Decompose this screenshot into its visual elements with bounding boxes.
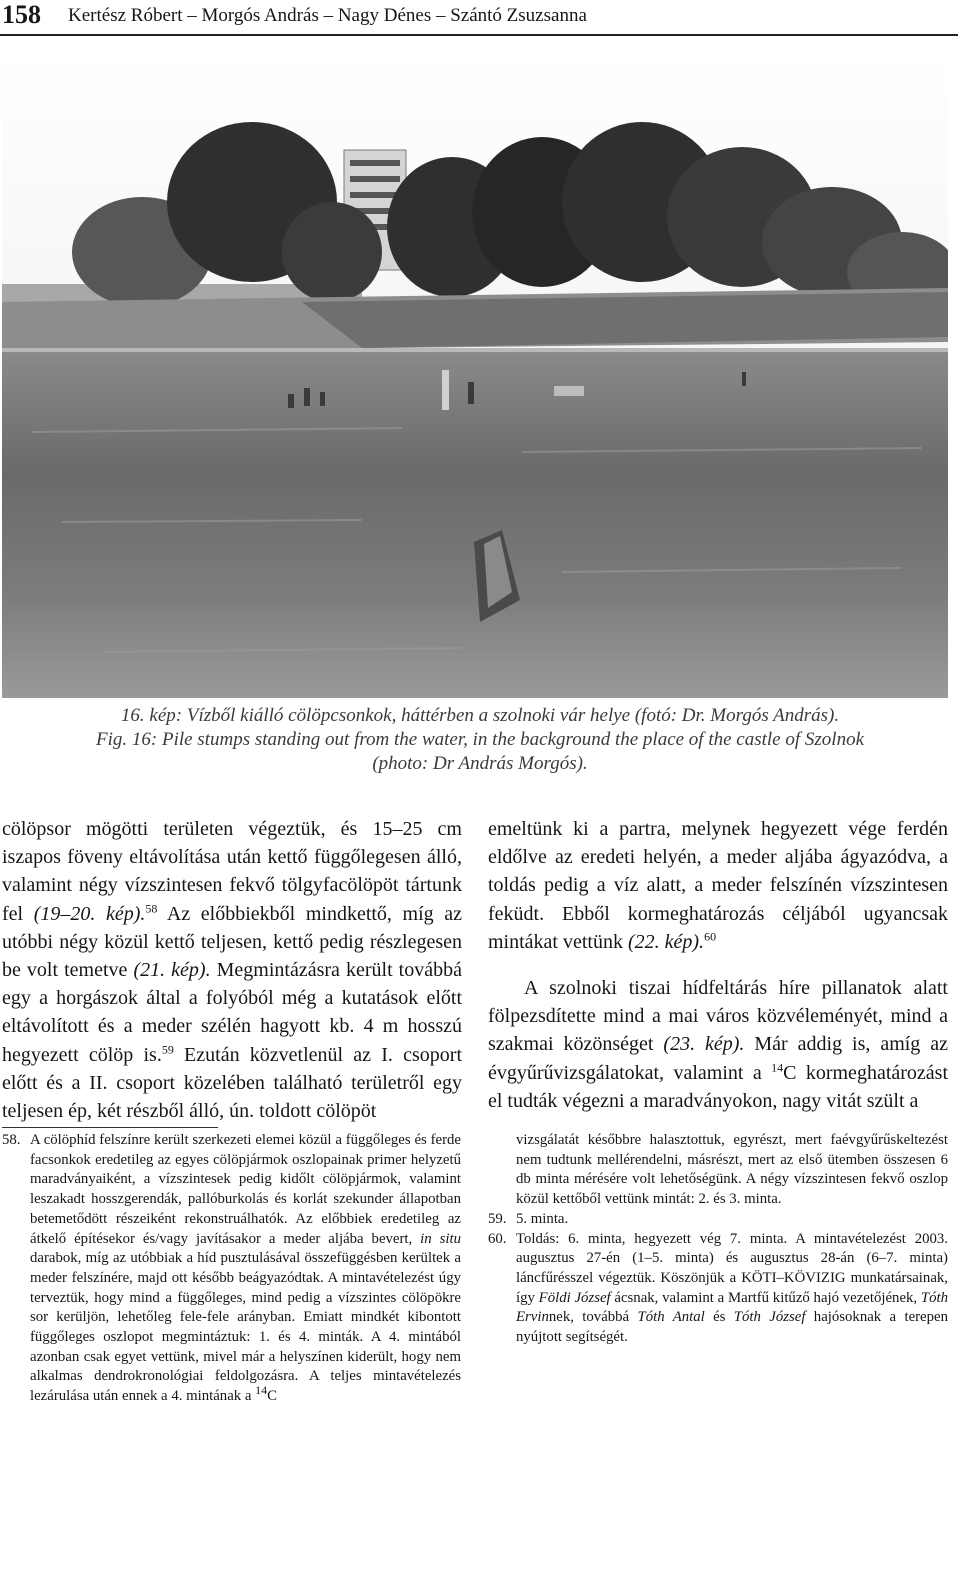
footnote-ref-58[interactable]: 58 [145, 900, 158, 915]
figure-reference: (19–20. kép). [33, 902, 146, 925]
footnote-ref-59[interactable]: 59 [161, 1041, 174, 1056]
body-column-right [488, 815, 948, 1115]
river-photo-image [2, 52, 948, 698]
river-photo [2, 52, 948, 698]
footnote-ref-60[interactable]: 60 [704, 929, 717, 944]
footnote-59: 59. 5. minta. [488, 1210, 948, 1230]
paragraph: emeltünk ki a partra, melynek hegyezett vége ferdén eldőlve az eredeti helyén, a meder aljába ágyazódva, a toldás pedig a víz alatt, a meder felszínén vízszintesen feküdt. Ebből kormeghatározás céljából ugyancsak mintákat vettünk (22. kép).$^{60}$ [488, 818, 948, 953]
caption-english: Fig. 16: Pile stumps standing out from the water, in the background the place of the castle of Szolnok [96, 729, 864, 750]
page-number: 158 [2, 0, 41, 29]
footnote-58-continued: vizsgálatát későbbre halasztottuk, egyrészt, mert faévgyűrűskeltezést nem tudtunk mellérendelni, másrészt, mert az első ütemben összesen 6 db minta mérésére volt lehetőségünk. A négy vízszintesen fekvő oszlop közül kettőből vettünk mintát: 2. és 3. minta. [516, 1132, 948, 1208]
caption-credit: (photo: Dr András Morgós). [372, 753, 588, 774]
footnote-58: 58. A cölöphíd felszínre került szerkezeti elemei közül a függőleges és ferde facsonkok eredetileg az egyes cölöpjármok oszlopainak primer helyzetű maradványaiként, a vízszintesek pedig kidőlt cölöpjármok, valamint leszakadt hosszgerendák, pallóburkolás és korlát szekunder állapotban betemetődött részeiként rekonstruálhatók. Az előbbiek eredetileg az átkelő építésekor és/vagy javításakor a meder aljába bevert, in situ darabok, míg az utóbbiak a híd pusztulásával összefüggésben kerültek a meder felszínére, majd ott később beágyazódtak. A mintavételezést úgy terveztük, hogy mind a függőleges, mind pedig a vízszintes cölöpökre sor kerüljön, lehetőleg fele-fele arányban. Emiatt mindkét kibontott függőleges oszlopot megmintáztuk: 1. és 4. minták. A 4. mintából azonban csak egyet vettünk, mivel már a helyszínen kiderült, hogy nem alkalmas dendrokronológiai feldolgozásra. A teljes mintavételezés lezárulása után ennek a 4. mintának a $^{14}$C [2, 1132, 462, 1405]
running-head-authors: Kertész Róbert – Morgós András – Nagy Dénes – Szántó Zsuzsanna [68, 5, 587, 26]
footnote-rule [2, 1127, 218, 1128]
figure-caption [0, 704, 960, 776]
footnote-number: 60. [488, 1230, 507, 1247]
caption-hungarian: 16. kép: Vízből kiálló cölöpcsonkok, háttérben a szolnoki vár helye (fotó: Dr. Morgós András). [120, 705, 840, 726]
paragraph: cölöpsor mögötti területen végeztük, és 15–25 cm iszapos föveny eltávolítása után kettő függőlegesen álló, valamint négy vízszintesen fekvő tölgyfacölöpöt tártunk fel (19–20. kép).$^{58}$ Az előbbiekből mindkettő, míg az utóbbi négy közül kettő teljesen, kettő pedig részlegesen be volt temetve (21. kép). Megmintázásra került továbbá egy a horgászok által a folyóból még a kutatások előtt eltávolított és a meder szélén hagyott kb. 4 m hosszú hegyezett cölöp is.$^{59}$ Ezután közvetlenül az I. csoport előtt és a II. csoport közelében található területről egy teljesen ép, két részből álló, ún. toldott cölöpöt [2, 818, 463, 1123]
figure-reference: (23. kép). [663, 1033, 745, 1056]
footnote-number: 58. [2, 1132, 21, 1148]
figure-reference: (21. kép). [133, 959, 211, 982]
header-rule [0, 34, 958, 36]
footnote-number: 59. [488, 1210, 507, 1227]
page-header [0, 0, 960, 38]
paragraph: A szolnoki tiszai hídfeltárás híre pillanatok alatt fölpezsdítette mind a mai város közvéleményét, mind a szakmai közönséget (23. kép). Már addig is, amíg az évgyűrűvizsgálatokat, valamint a $^{14}$C kormeghatározást el tudták végezni a maradványokon, nagy vitát szült a [488, 977, 949, 1112]
footnotes-right [488, 1131, 948, 1348]
footnotes-left [2, 1131, 461, 1407]
footnote-60: 60. Toldás: 6. minta, hegyezett vég 7. minta. A mintavételezést 2003. augusztus 27-én (1–5. minta) és augusztus 28-án (6–7. minta) láncfűrésszel végeztük. Köszönjük a KÖTI–KÖVIZIG munkatársainak, így Földi József ácsnak, valamint a Martfű kitűző hajó vezetőjének, Tóth Ervinnek, továbbá Tóth Antal és Tóth József hajósoknak a terepen nyújtott segítségét. [488, 1230, 949, 1346]
figure-reference: (22. kép). [627, 930, 705, 953]
body-column-left [2, 815, 462, 1125]
superscript-14: 14 [771, 1059, 784, 1074]
